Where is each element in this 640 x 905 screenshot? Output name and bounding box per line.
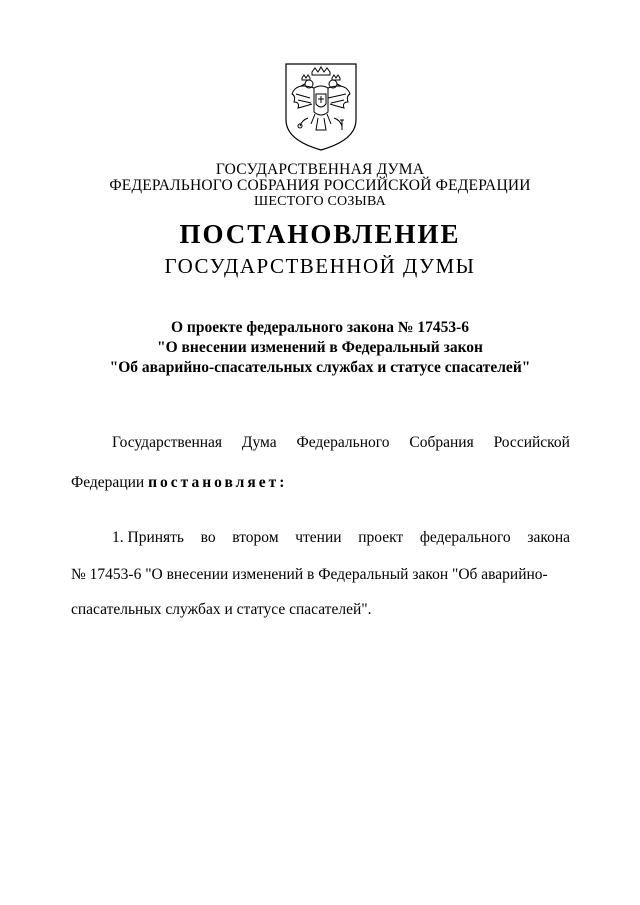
item-word: во — [200, 529, 216, 546]
resolves-word: постановляет: — [148, 474, 288, 491]
preamble-line-2 — [71, 473, 570, 492]
document-subtitle: ГОСУДАРСТВЕННОЙ ДУМЫ — [164, 254, 476, 278]
item-word: федерального — [419, 529, 511, 546]
preamble-word: Федерального — [296, 434, 390, 451]
item-1-line-3: спасательных службах и статусе спасателей". — [71, 601, 372, 618]
item-word: втором — [232, 529, 279, 546]
subject-line-3: "Об аварийно-спасательных службах и статусе спасателей" — [109, 359, 531, 376]
convocation: ШЕСТОГО СОЗЫВА — [254, 194, 386, 209]
item-word: чтении — [295, 529, 342, 546]
item-word: проект — [358, 529, 404, 546]
russian-coat-of-arms-icon — [282, 60, 360, 152]
item-1-line-1 — [112, 528, 570, 547]
document-title: ПОСТАНОВЛЕНИЕ — [179, 219, 461, 249]
subject-line-2: "О внесении изменений в Федеральный закон — [157, 339, 483, 356]
preamble-word: Собрания — [409, 434, 474, 451]
parliament-name: ГОСУДАРСТВЕННАЯ ДУМА — [215, 161, 425, 178]
preamble-line-1 — [112, 433, 570, 452]
item-1-line-2: № 17453-6 "О внесении изменений в Федеральный закон "Об аварийно- — [71, 566, 548, 583]
preamble-word: Дума — [241, 434, 277, 451]
item-word: 1. Принять — [112, 529, 185, 546]
preamble-word: Государственная — [112, 434, 223, 451]
subject-line-1: О проекте федерального закона № 17453-6 — [170, 319, 469, 336]
preamble-word: Российской — [493, 434, 570, 451]
parliament-assembly: ФЕДЕРАЛЬНОГО СОБРАНИЯ РОССИЙСКОЙ ФЕДЕРАЦИИ — [109, 177, 531, 194]
preamble-federation: Федерации — [71, 474, 149, 491]
item-word: закона — [527, 529, 570, 546]
